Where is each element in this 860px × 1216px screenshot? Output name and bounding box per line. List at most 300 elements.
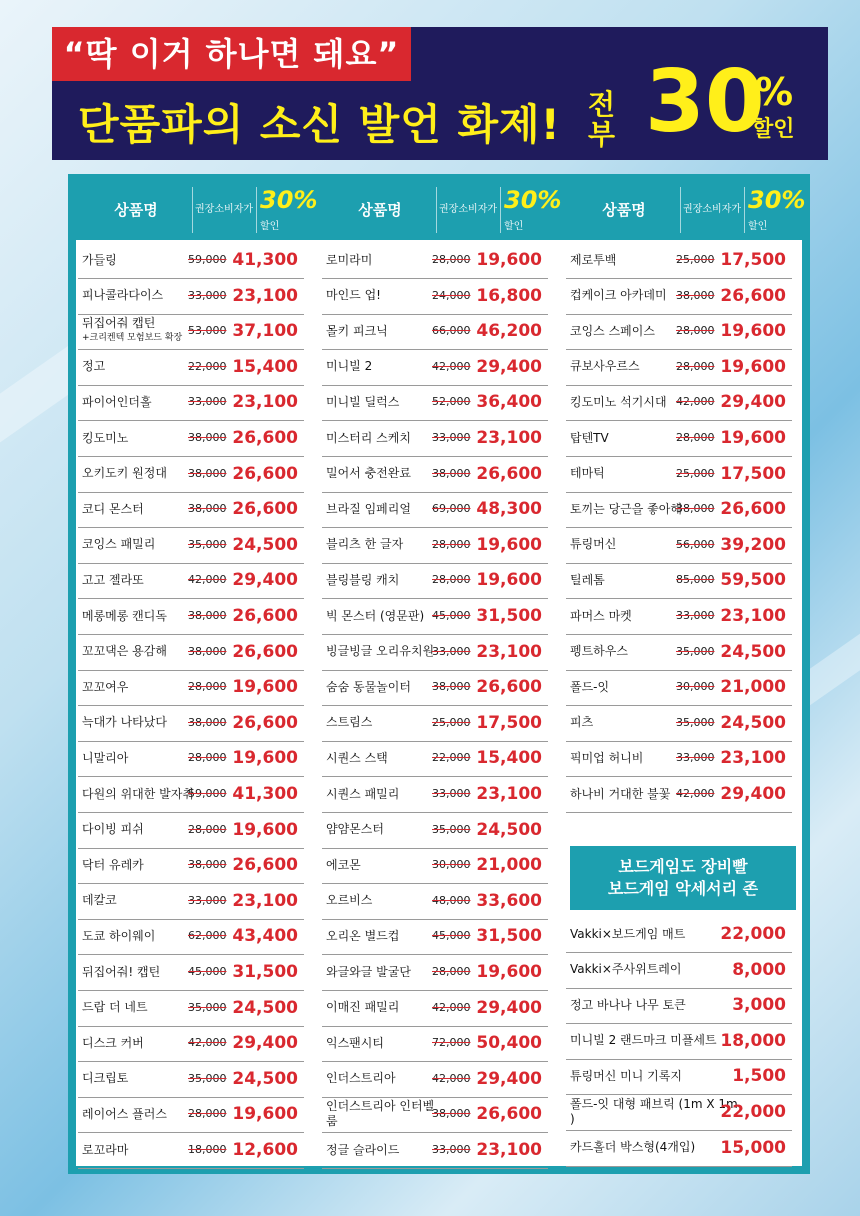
product-row [78,705,304,742]
msrp-price: 24,000 [432,288,471,302]
product-row [78,669,304,706]
product-name [326,954,438,990]
product-row [566,705,792,742]
product-name [82,1096,194,1132]
product-row [566,420,792,457]
product-name [82,384,194,420]
product-name-text: 마인드 업! [326,288,381,303]
msrp-price: 38,000 [188,858,227,872]
product-row [78,1132,304,1169]
sale-price: 23,100 [232,285,298,306]
product-name [570,313,682,349]
msrp-price: 53,000 [188,324,227,338]
sale-price: 26,600 [232,855,298,876]
product-name-text: 와글와글 발굴단 [326,964,411,979]
product-row [322,242,548,279]
product-name [82,847,194,883]
msrp-price: 33,000 [188,893,227,907]
product-row [322,278,548,315]
product-name-text: 꼬꼬여우 [82,679,129,694]
sale-price: 19,600 [476,570,542,591]
product-name-text: 픽미업 허니비 [570,750,644,765]
msrp-price: 38,000 [188,502,227,516]
column-header-msrp: 권장소비자가 [680,187,745,233]
product-name-text: 레이어스 플러스 [82,1106,167,1121]
sale-price: 26,600 [232,499,298,520]
product-name [326,634,438,670]
sale-price: 29,400 [720,392,786,413]
product-row [322,740,548,777]
column-header-discount-small: 할인 [504,221,524,232]
msrp-price: 28,000 [188,1107,227,1121]
msrp-price: 69,000 [432,502,471,516]
product-name [326,562,438,598]
column-header-msrp: 권장소비자가 [192,187,257,233]
product-row [322,420,548,457]
msrp-price: 48,000 [432,893,471,907]
msrp-price: 42,000 [676,787,715,800]
product-name-text: 킹도미노 [82,430,129,445]
product-row [322,918,548,955]
product-row [322,883,548,920]
product-row [322,705,548,742]
product-name [326,242,438,278]
product-name-text: 시퀀스 패밀리 [326,786,400,801]
accessory-price: 1,500 [732,1066,786,1087]
product-name-text: 다이빙 피쉬 [82,822,144,837]
product-name-text: 이매진 패밀리 [326,1000,400,1015]
product-name [326,313,438,349]
sale-price: 26,600 [232,606,298,626]
product-name-text: 밀어서 충전완료 [326,466,411,481]
product-row [78,384,304,421]
msrp-price: 38,000 [676,288,715,302]
sale-price: 59,500 [720,570,786,591]
product-name-text: 토끼는 당근을 좋아해 [570,501,682,516]
product-row [322,313,548,350]
msrp-price: 38,000 [676,502,715,516]
msrp-price: 28,000 [676,324,715,338]
product-row [322,384,548,421]
product-row [78,954,304,991]
product-row [78,527,304,564]
sale-price: 29,400 [232,1033,298,1054]
product-name-text: 블리츠 한 글자 [326,537,404,552]
column-header-discount-big: 30% [504,186,562,214]
product-row [322,562,548,599]
sale-price: 24,500 [720,712,786,733]
sale-price: 23,100 [720,748,786,769]
sale-price: 19,600 [720,428,786,448]
product-name-text: 테마틱 [570,466,605,481]
sale-price: 31,500 [476,926,542,947]
msrp-price: 38,000 [188,431,227,444]
product-name-text: 피나콜라다이스 [82,288,164,303]
sale-price: 24,500 [476,819,542,840]
msrp-price: 66,000 [432,324,471,338]
product-name-text: 몰키 피크닉 [326,323,388,338]
msrp-price: 22,000 [188,359,227,373]
sale-price: 24,500 [720,641,786,662]
product-name [570,278,682,314]
header-halin: 할인 [752,117,795,142]
sale-price: 48,300 [476,499,542,520]
product-name [82,598,194,634]
product-name [326,456,438,492]
product-name [570,527,682,563]
sale-price: 19,600 [232,1104,298,1125]
product-row [78,1096,304,1133]
sale-price: 31,500 [476,606,542,626]
product-name [570,384,682,420]
product-row [78,634,304,671]
product-name-text: 인더스트리아 인터벨룸 [326,1099,435,1129]
product-name [82,740,194,776]
product-row [322,669,548,706]
product-row [322,598,548,635]
sale-price: 21,000 [476,855,542,876]
product-name [570,456,682,492]
product-name-text: 가들링 [82,252,117,267]
product-name [326,1025,438,1061]
sale-price: 19,600 [476,534,542,555]
product-row [78,242,304,279]
product-row [322,456,548,493]
product-name-text: 디스크 커버 [82,1035,144,1050]
product-name [82,776,194,812]
product-name [82,491,194,527]
accessory-price: 22,000 [720,924,786,944]
column-header [80,182,320,238]
msrp-price: 38,000 [188,609,227,622]
sale-price: 17,500 [476,712,542,733]
sale-price: 29,400 [476,356,542,377]
product-row [78,990,304,1027]
product-name [570,491,682,527]
sale-price: 26,600 [476,677,542,698]
msrp-price: 62,000 [188,929,227,943]
product-row [78,812,304,849]
product-row [322,1025,548,1062]
accessory-name: Vakki×보드게임 매트 [570,926,686,941]
product-name [82,420,194,456]
product-row [566,527,792,564]
product-name [326,669,438,705]
msrp-price: 42,000 [432,1000,471,1014]
product-name-text: 틸레톰 [570,572,605,587]
product-name-text: 시퀀스 스택 [326,750,388,765]
product-name-text: 파이어인더홀 [82,394,152,409]
product-name [326,740,438,776]
msrp-price: 38,000 [188,715,227,729]
msrp-price: 33,000 [676,751,715,765]
product-row [78,740,304,777]
product-name [82,990,194,1026]
product-name-text: 컵케이크 아카데미 [570,288,667,303]
product-name [326,883,438,919]
product-name [570,562,682,598]
msrp-price: 28,000 [188,680,227,694]
msrp-price: 52,000 [432,395,471,409]
sale-price: 26,600 [476,463,542,484]
column-header-discount-small: 할인 [748,221,768,232]
sale-price: 29,400 [720,784,786,804]
column-header-discount-small: 할인 [260,221,280,232]
product-name [82,705,194,741]
accessory-row [566,1023,792,1060]
sale-price: 23,100 [476,1140,542,1160]
product-row [78,313,304,350]
product-name [326,349,438,385]
sale-price: 37,100 [232,321,298,342]
header-big-number: 30 [645,52,765,152]
sale-price: 19,600 [232,819,298,840]
sale-price: 43,400 [232,926,298,947]
accessory-name: 카드홀더 박스형(4개입) [570,1140,696,1155]
product-name [570,242,682,278]
sale-price: 26,600 [720,499,786,520]
msrp-price: 35,000 [676,715,715,729]
column-header-discount-big: 30% [748,186,806,214]
msrp-price: 28,000 [676,431,715,444]
column-header-discount [260,186,320,233]
product-name-text: 인더스트리아 [326,1071,396,1086]
column-header-msrp: 권장소비자가 [436,187,501,233]
sale-price: 19,600 [232,677,298,698]
product-name-text: 파머스 마켓 [570,608,632,623]
product-name [570,349,682,385]
header-headline: 단품파의 소신 발언 화제! [78,100,561,149]
product-row [78,491,304,528]
accessory-name: 미니빌 2 랜드마크 미플세트 [570,1033,717,1048]
accessory-price: 22,000 [720,1102,786,1122]
accessory-name: Vakki×주사위트레이 [570,962,682,977]
msrp-price: 45,000 [432,609,471,622]
product-name [326,847,438,883]
sale-price: 15,400 [476,748,542,769]
product-row [322,1061,548,1098]
msrp-price: 45,000 [432,929,471,943]
product-row [566,776,792,813]
product-row [322,776,548,813]
sale-price: 24,500 [232,997,298,1018]
accessory-row [566,987,792,1024]
sale-price: 24,500 [232,534,298,555]
column-header-name: 상품명 [80,187,193,233]
product-row [566,349,792,386]
msrp-price: 35,000 [188,1000,227,1014]
msrp-price: 35,000 [188,537,227,551]
product-row [322,954,548,991]
product-name [326,1132,438,1168]
sale-price: 41,300 [232,250,298,270]
sale-price: 24,500 [232,1068,298,1089]
msrp-price: 25,000 [676,466,715,480]
msrp-price: 38,000 [188,644,227,658]
product-row [78,918,304,955]
product-name-text: 탑텐TV [570,430,609,445]
product-name-text: 오르비스 [326,893,373,908]
product-name [326,384,438,420]
product-name-text: 폴드-잇 [570,679,610,694]
msrp-price: 28,000 [432,573,471,587]
msrp-price: 35,000 [188,1071,227,1085]
product-row [322,990,548,1027]
product-row [322,1096,548,1133]
product-name [570,420,682,456]
msrp-price: 33,000 [432,1143,471,1156]
product-name [326,278,438,314]
sale-price: 26,600 [232,712,298,733]
product-name [82,812,194,848]
product-name-text: 에코몬 [326,857,361,872]
column-header-discount-big: 30% [260,186,318,214]
product-name [82,562,194,598]
msrp-price: 38,000 [432,1107,471,1121]
product-row [566,456,792,493]
sale-price: 26,600 [232,428,298,448]
msrp-price: 28,000 [188,751,227,765]
product-name-text: 오리온 별드컵 [326,928,400,943]
sale-price: 19,600 [476,250,542,270]
product-name-text: 정글 슬라이드 [326,1142,400,1157]
product-name-text: 익스팬시티 [326,1035,384,1050]
msrp-price: 25,000 [676,253,715,266]
header-percent: % [755,70,794,114]
column-header-discount [748,186,808,233]
product-name-text: 미스터리 스케치 [326,430,411,445]
sale-price: 17,500 [720,250,786,270]
accessory-title-1: 보드게임도 장비빨 [618,857,748,876]
product-name [326,990,438,1026]
sale-price: 50,400 [476,1033,542,1054]
sale-price: 19,600 [720,356,786,377]
product-name-text: 뒤집어줘! 캡틴 [82,964,161,979]
product-name-text: 로꼬라마 [82,1142,129,1157]
product-row [78,349,304,386]
msrp-price: 59,000 [188,787,227,800]
msrp-price: 33,000 [432,644,471,658]
msrp-price: 35,000 [432,822,471,836]
product-row [322,812,548,849]
msrp-price: 38,000 [432,680,471,694]
sale-price: 23,100 [476,641,542,662]
msrp-price: 30,000 [676,680,715,694]
msrp-price: 42,000 [432,359,471,373]
sale-price: 23,100 [232,392,298,413]
accessory-price: 8,000 [732,959,786,980]
msrp-price: 56,000 [676,537,715,551]
product-name [82,954,194,990]
msrp-price: 25,000 [432,715,471,729]
product-name-text: 빅 몬스터 (영문판) [326,608,425,623]
accessory-row [566,952,792,989]
product-row [78,1061,304,1098]
msrp-price: 42,000 [188,573,227,587]
product-name [82,527,194,563]
product-name [82,1061,194,1097]
msrp-price: 59,000 [188,253,227,266]
product-name-text: 블링블링 캐치 [326,572,400,587]
product-name [326,598,438,634]
column-header-name: 상품명 [568,187,681,233]
msrp-price: 28,000 [432,253,471,266]
column-header [568,182,808,238]
product-row [322,847,548,884]
product-row [78,776,304,813]
product-name-text: 빙글빙글 오리유치원 [326,644,435,659]
product-row [566,669,792,706]
accessory-title-2: 보드게임 악세서리 존 [607,879,759,898]
sale-price: 23,100 [476,784,542,804]
product-name [82,242,194,278]
msrp-price: 33,000 [676,609,715,622]
product-row [566,491,792,528]
product-name-text: 킹도미노 석기시대 [570,394,667,409]
product-name-text: 코잉스 패밀리 [82,537,156,552]
product-name [82,456,194,492]
product-name-text: 고고 젤라또 [82,572,144,587]
product-row [566,740,792,777]
msrp-price: 22,000 [432,751,471,765]
column-header-name: 상품명 [324,187,437,233]
msrp-price: 28,000 [432,537,471,551]
sale-price: 39,200 [720,534,786,555]
product-name [326,918,438,954]
product-row [78,1025,304,1062]
product-row [566,562,792,599]
product-name-text: 튜링머신 [570,537,617,552]
product-row [78,456,304,493]
product-name-text: 디크립토 [82,1071,129,1086]
product-name-text: 하나비 거대한 불꽃 [570,786,671,801]
product-name-text: 큐보사우르스 [570,359,640,374]
product-name-text: 미니빌 딜럭스 [326,394,400,409]
msrp-price: 33,000 [188,288,227,302]
product-name-text: 제로투백 [570,252,617,267]
msrp-price: 30,000 [432,858,471,872]
product-row [322,491,548,528]
sale-price: 36,400 [476,392,542,413]
product-name [82,634,194,670]
product-name [570,740,682,776]
sale-price: 15,400 [232,356,298,377]
accessory-zone-banner [570,846,796,910]
product-name-text: 피츠 [570,715,594,730]
product-row [78,883,304,920]
accessory-name: 폴드-잇 대형 패브릭 (1m X 1m ) [570,1097,738,1126]
msrp-price: 42,000 [432,1071,471,1085]
msrp-price: 38,000 [432,466,471,480]
accessory-row [566,1058,792,1095]
product-name-text: 꼬꼬댁은 용감해 [82,644,167,659]
product-name-text: 뒤집어줘 캡틴 [82,316,156,331]
product-name [570,634,682,670]
product-name [570,705,682,741]
msrp-price: 33,000 [432,431,471,444]
msrp-price: 85,000 [676,573,715,587]
msrp-price: 42,000 [188,1036,227,1050]
product-name-text: 펭트하우스 [570,644,628,659]
product-name-text: 코잉스 스페이스 [570,323,655,338]
header-quote: “딱 이거 하나면 돼요” [52,27,411,81]
product-name [82,918,194,954]
product-name [326,420,438,456]
sale-price: 19,600 [476,962,542,982]
product-row [566,313,792,350]
product-row [322,527,548,564]
msrp-price: 28,000 [432,965,471,978]
